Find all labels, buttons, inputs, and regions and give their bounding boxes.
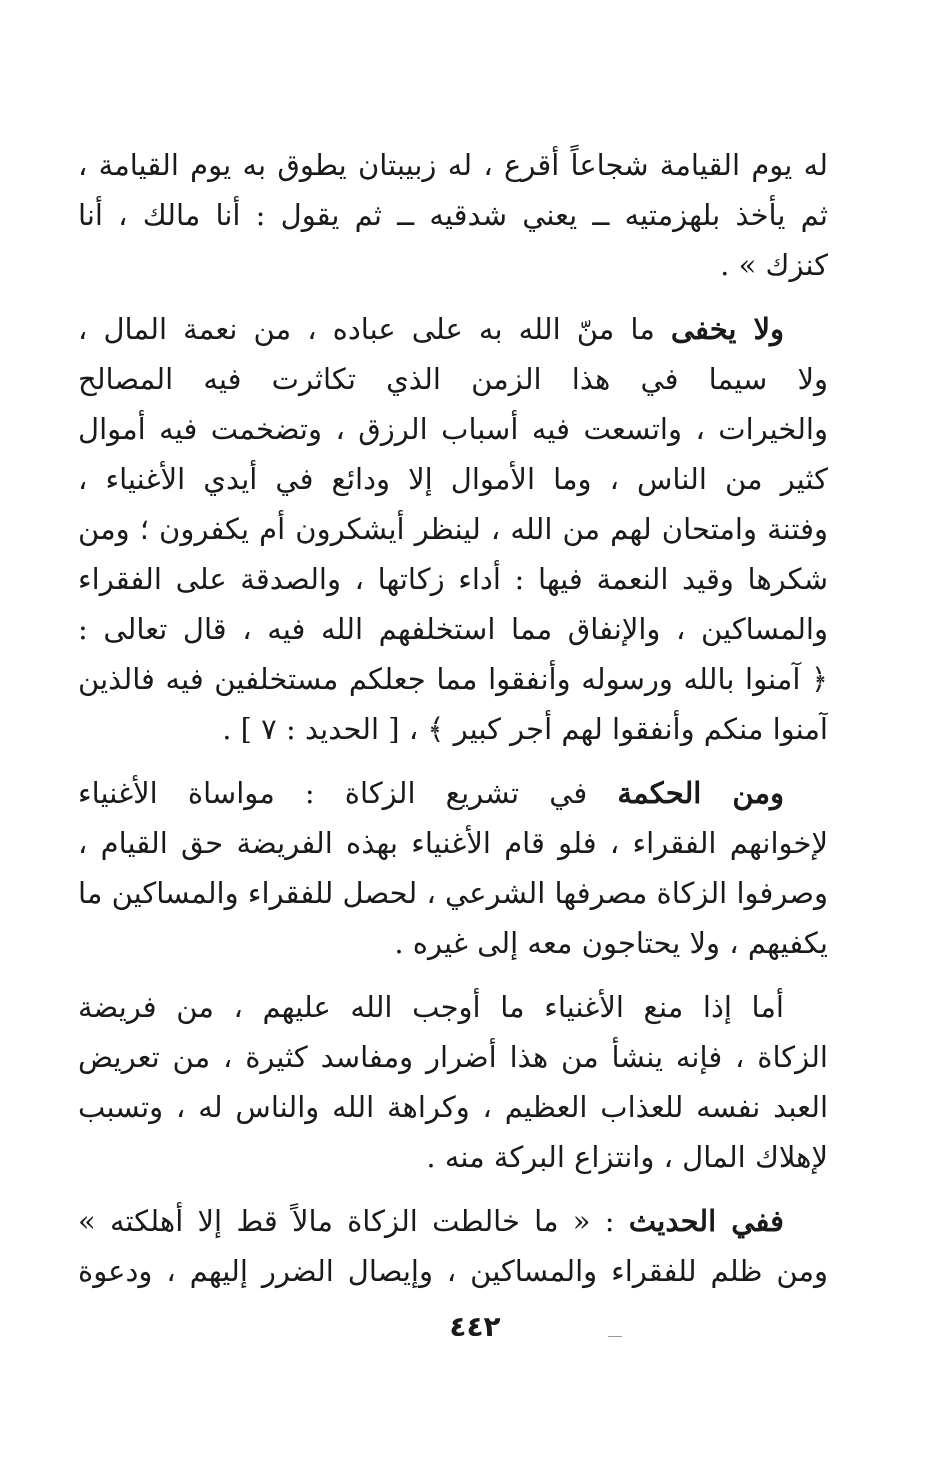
text-line: وصرفوا الزكاة مصرفها الشرعي ، لحصل للفقراء والمساكين ما — [78, 876, 828, 910]
text-line: أما إذا منع الأغنياء ما أوجب الله عليهم ، من فريضة — [78, 990, 784, 1024]
line-text: ما منّ الله به على عباده ، من نعمة المال ، — [78, 312, 671, 346]
text-line: يكفيهم ، ولا يحتاجون معه إلى غيره . — [394, 926, 828, 960]
text-line: شكرها وقيد النعمة فيها : أداء زكاتها ، والصدقة على الفقراء — [78, 562, 828, 596]
text-line — [78, 1196, 828, 1246]
page-number: ٤٤٢ — [449, 1310, 501, 1343]
paragraph-lead: ومن الحكمة — [617, 776, 784, 810]
text-line: ثم يأخذ بلهزمتيه ــ يعني شدقيه ــ ثم يقول : أنا مالك ، أنا — [78, 198, 828, 232]
paragraph-5 — [78, 1196, 828, 1296]
footer-mark — [608, 1336, 622, 1337]
text-line: لإهلاك المال ، وانتزاع البركة منه . — [426, 1140, 828, 1174]
text-line: له يوم القيامة شجاعاً أقرع ، له زبيبتان يطوق به يوم القيامة ، — [78, 148, 828, 182]
quran-verse-line: آمنوا منكم وأنفقوا لهم أجر كبير ﴾ ، [ الحديد : ٧ ] . — [222, 712, 828, 746]
text-line: ومن ظلم للفقراء والمساكين ، وإيصال الضرر إليهم ، ودعوة — [78, 1254, 828, 1288]
text-line — [78, 304, 828, 354]
paragraph-4 — [78, 982, 828, 1182]
line-text: في تشريع الزكاة : مواساة الأغنياء — [78, 776, 618, 810]
text-line: والمساكين ، والإنفاق مما استخلفهم الله فيه ، قال تعالى : — [78, 612, 828, 646]
book-page — [78, 140, 828, 1320]
text-line: ولا سيما في هذا الزمن الذي تكاثرت فيه المصالح — [78, 362, 828, 396]
paragraph-2 — [78, 304, 828, 754]
text-line: الزكاة ، فإنه ينشأ من هذا أضرار ومفاسد كثيرة ، من تعريض — [78, 1040, 828, 1074]
paragraph-1 — [78, 140, 828, 290]
text-line: العبد نفسه للعذاب العظيم ، وكراهة الله والناس له ، وتسبب — [78, 1090, 828, 1124]
quran-verse-line: ﴿ آمنوا بالله ورسوله وأنفقوا مما جعلكم مستخلفين فيه فالذين — [78, 662, 828, 696]
paragraph-lead: ولا يخفى — [670, 312, 784, 346]
paragraph-lead: ففي الحديث — [628, 1204, 785, 1238]
text-line: والخيرات ، واتسعت فيه أسباب الرزق ، وتضخمت فيه أموال — [78, 412, 828, 446]
text-line: لإخوانهم الفقراء ، فلو قام الأغنياء بهذه الفريضة حق القيام ، — [78, 826, 828, 860]
line-text: : « ما خالطت الزكاة مالاً قط إلا أهلكته » — [78, 1204, 629, 1238]
text-line — [78, 768, 828, 818]
paragraph-3 — [78, 768, 828, 968]
text-line: كنزك » . — [720, 248, 828, 282]
text-line: كثير من الناس ، وما الأموال إلا ودائع في أيدي الأغنياء ، — [78, 462, 828, 496]
text-line: وفتنة وامتحان لهم من الله ، لينظر أيشكرون أم يكفرون ؛ ومن — [78, 512, 828, 546]
